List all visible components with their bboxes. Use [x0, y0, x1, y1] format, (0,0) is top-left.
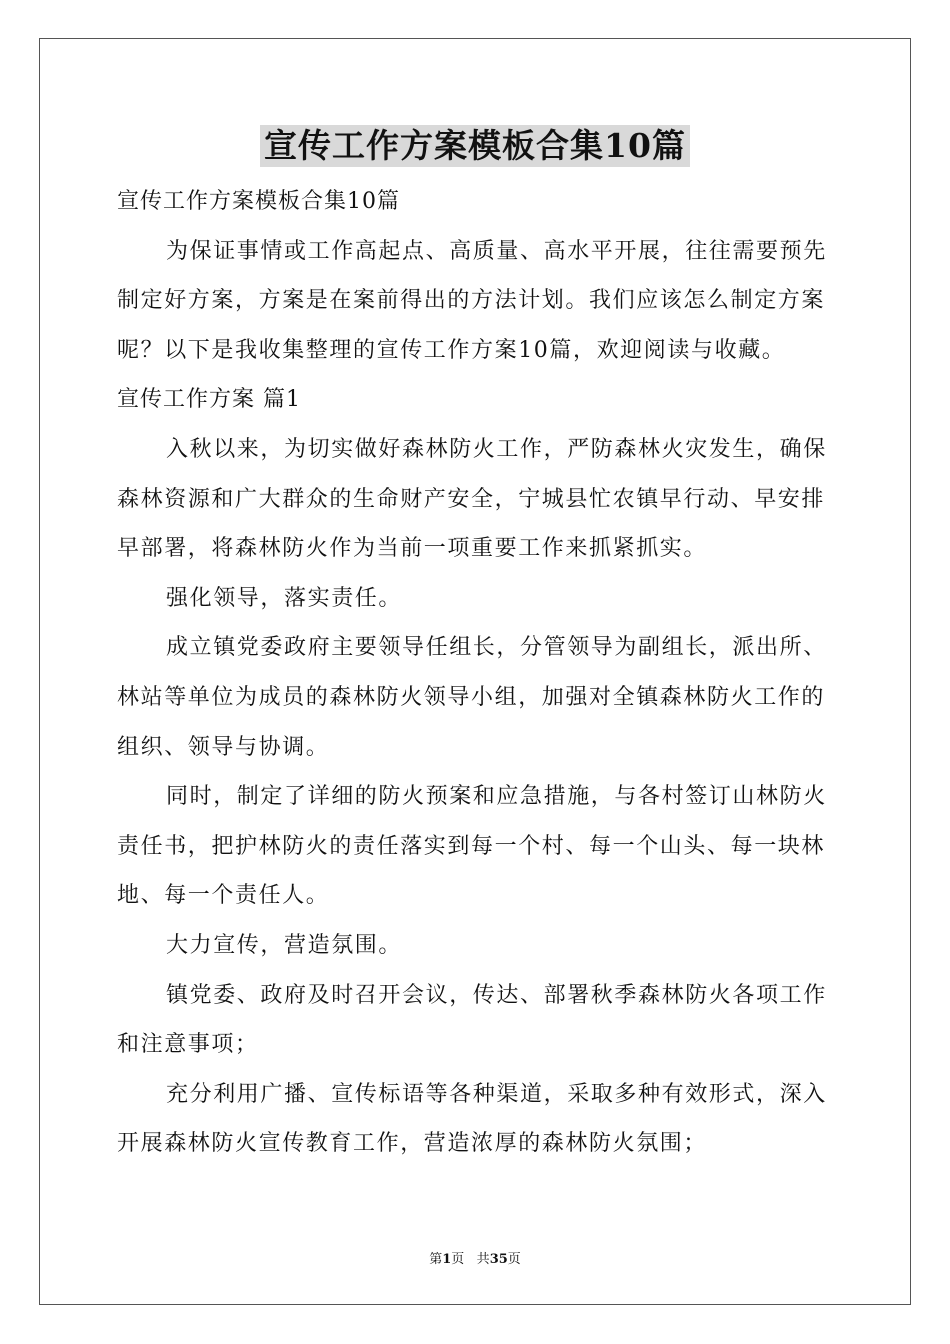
title-area [0, 125, 950, 167]
document-body [117, 177, 833, 1169]
page-prefix: 第 [429, 1252, 443, 1267]
text-line: 开展森林防火宣传教育工作，营造浓厚的森林防火氛围； [117, 1131, 708, 1157]
text-line: 早部署，将森林防火作为当前一项重要工作来抓紧抓实。 [117, 536, 708, 562]
text-line: 镇党委、政府及时召开会议，传达、部署秋季森林防火各项工作 [166, 982, 827, 1008]
text-line: 制定好方案，方案是在案前得出的方法计划。我们应该怎么制定方案 [117, 288, 826, 314]
section-heading: 宣传工作方案 篇1 [117, 387, 301, 413]
text-line: 同时，制定了详细的防火预案和应急措施，与各村签订山林防火 [166, 784, 827, 810]
subtitle-line: 宣传工作方案模板合集10篇 [117, 189, 400, 214]
text-line: 地、每一个责任人。 [117, 883, 330, 909]
total-suffix: 页 [507, 1252, 521, 1267]
total-prefix: 共 [476, 1252, 490, 1267]
text-line: 责任书，把护林防火的责任落实到每一个村、每一个山头、每一块林 [117, 833, 826, 859]
text-line: 森林资源和广大群众的生命财产安全，宁城县忙农镇早行动、早安排 [117, 486, 826, 512]
total-pages: 35 [489, 1252, 508, 1267]
page-number: 1 [442, 1252, 452, 1267]
text-line: 入秋以来，为切实做好森林防火工作，严防森林火灾发生，确保 [166, 436, 827, 462]
page-footer [0, 1248, 950, 1267]
page-suffix: 页 [451, 1252, 465, 1267]
text-line: 组织、领导与协调。 [117, 734, 330, 760]
text-line: 林站等单位为成员的森林防火领导小组，加强对全镇森林防火工作的 [117, 684, 826, 710]
document-title: 宣传工作方案模板合集10篇 [260, 125, 690, 167]
text-line: 和注意事项； [117, 1032, 259, 1058]
text-line: 成立镇党委政府主要领导任组长，分管领导为副组长，派出所、 [166, 635, 827, 661]
text-line: 为保证事情或工作高起点、高质量、高水平开展，往往需要预先 [166, 238, 827, 264]
text-line: 大力宣传，营造氛围。 [166, 932, 403, 958]
text-line: 强化领导，落实责任。 [166, 585, 403, 611]
text-line: 充分利用广播、宣传标语等各种渠道，采取多种有效形式，深入 [166, 1081, 827, 1107]
text-line: 呢？以下是我收集整理的宣传工作方案10篇，欢迎阅读与收藏。 [117, 337, 786, 363]
